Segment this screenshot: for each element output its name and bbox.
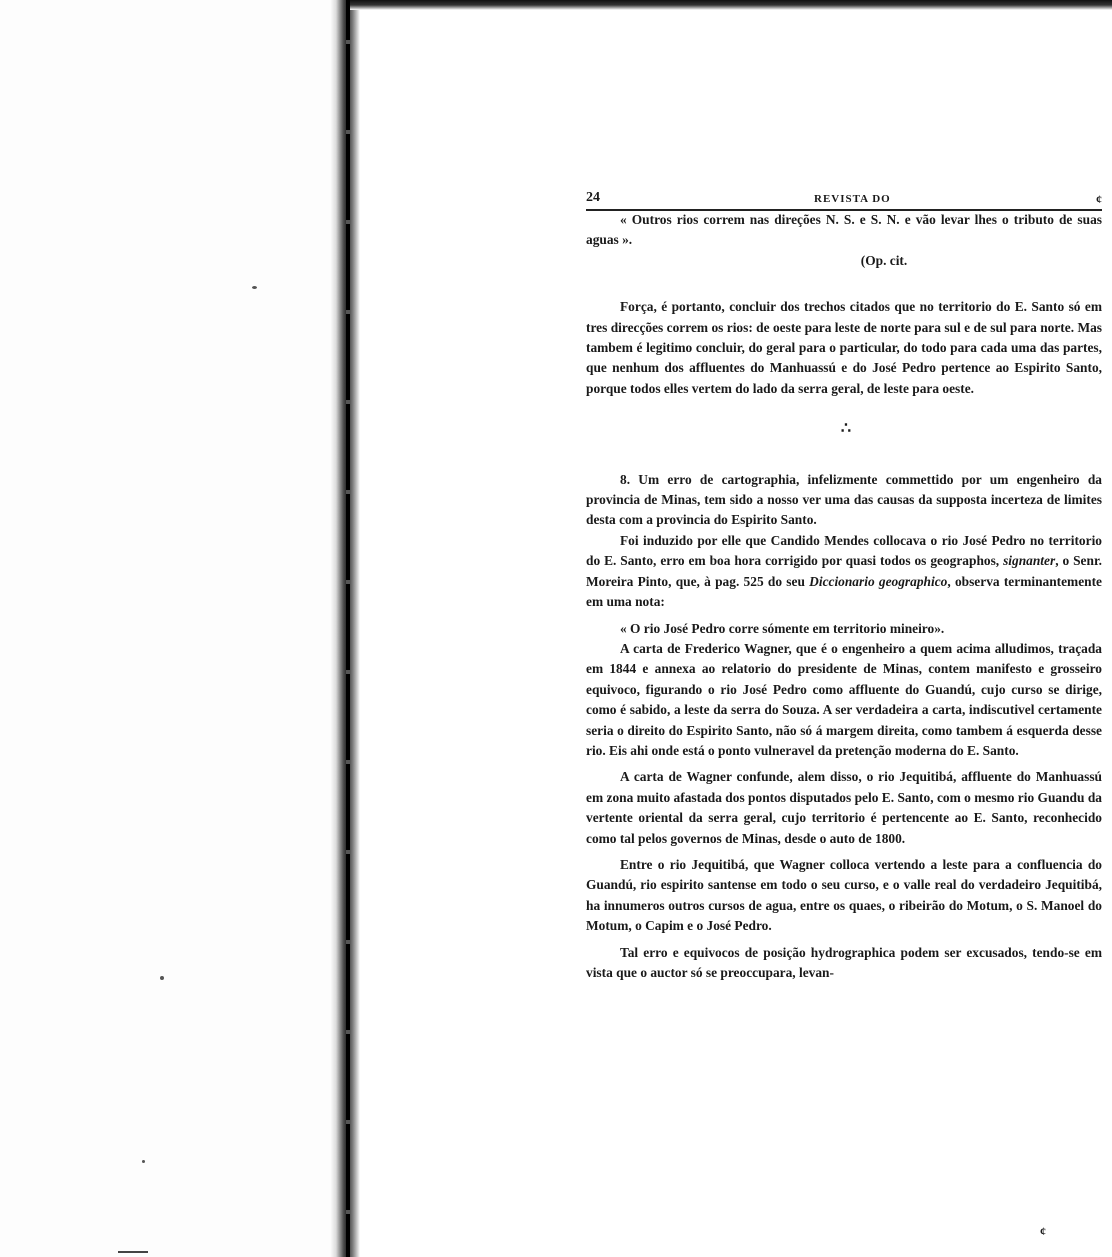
page-header — [586, 186, 1102, 210]
header-rule — [586, 209, 1102, 211]
gutter-shadow — [346, 0, 350, 1257]
paragraph-errors-excused: Tal erro e equivocos de posição hydrographica podem ser excusados, tendo-se em vista que o auctor só se preoccupara, levan- — [586, 944, 1102, 980]
top-page-edge — [350, 0, 1112, 10]
page-number: 24 — [586, 190, 600, 205]
italic-signanter: signanter — [1003, 553, 1056, 569]
section-separator: ∴ — [840, 420, 852, 438]
book-gutter — [330, 0, 360, 1257]
header-mark: ¢ — [1096, 192, 1102, 206]
paragraph-section-8: 8. Um erro de cartographia, infelizmente commettido por um engenheiro da provincia de Minas, tem sido a nosso ver uma das causas da supposta incerteza de limites desta com a provincia do Espirito Santo. — [586, 471, 1102, 528]
paragraph-wagner-map: A carta de Frederico Wagner, que é o engenheiro a quem acima alludimos, traçada em 1844 e annexa ao relatorio do presidente de Minas, contem manifesto e grosseiro equivoco, figurando o rio José Pedro como affluente do Guandú, cujo curso se dirige, como é sabido, a leste da serra do Souza. A ser verdadeira a carta, indiscutivel certamente seria o direito do Espirito Santo, não só á margem direita, como tambem á esquerda desse rio. Eis ahi onde está o ponto vulneravel da pretenção moderna do E. Santo. — [586, 640, 1102, 758]
running-head: REVISTA DO — [814, 193, 891, 205]
paragraph-candido-mendes: Foi induzido por elle que Candido Mendes collocava o rio José Pedro no territorio do E. Santo, erro em boa hora corrigido por quasi todos os geographos, signanter, o Senr. Moreira Pinto, que, à pag. 525 do seu Diccionario geographico, observa terminantemente em uma nota: — [586, 532, 1103, 610]
right-page — [586, 186, 1102, 1246]
left-page-blank — [0, 0, 342, 1257]
scan-speck — [252, 286, 257, 289]
paragraph-conclusion: Força, é portanto, concluir dos trechos citados que no territorio do E. Santo só em tres direcções correm os rios: de oeste para leste de norte para sul e de sul para norte. Mas tambem é legitimo concluir, do geral para o particular, do todo para cada uma das partes, que nenhum dos affluentes do Manhuassú e do José Pedro pertence ao Espirito Santo, porque todos elles vertem do lado da serra geral, de leste para oeste. — [586, 299, 1102, 396]
body-text — [586, 210, 1102, 983]
paragraph-jequitiba: A carta de Wagner confunde, alem disso, o rio Jequitibá, affluente do Manhuassú em zona muito afastada dos pontos disputados pelo E. Santo, com o mesmo rio Guandu da vertente oriental da serra geral, cujo territorio é pertencente ao E. Santo, reconhecido como tal pelos governos de Minas, desde o auto de 1800. — [586, 769, 1102, 846]
scan-mark — [118, 1251, 148, 1253]
footer-mark: ¢ — [1040, 1224, 1046, 1238]
paragraph-rivers-between: Entre o rio Jequitibá, que Wagner colloca vertendo a leste para a confluencia do Guandú, rio espirito santense em todo o seu curso, e o valle real do verdadeiro Jequitibá, ha innumeros outros cursos de agua, entre os quaes, o ribeirão do Motum, o S. Manoel do Motum, o Capim e o José Pedro. — [586, 856, 1102, 934]
scan-speck — [160, 976, 164, 980]
paragraph-quote-rivers: « Outros rios correm nas direções N. S. e S. N. e vão levar lhes o tributo de suas aguas ». — [586, 212, 1102, 248]
citation: (Op. cit. — [860, 252, 908, 268]
italic-diccionario: Diccionario geographico — [809, 573, 948, 589]
scan-speck — [142, 1160, 145, 1163]
paragraph-quote-jose-pedro: « O rio José Pedro corre sómente em territorio mineiro». — [620, 620, 945, 636]
